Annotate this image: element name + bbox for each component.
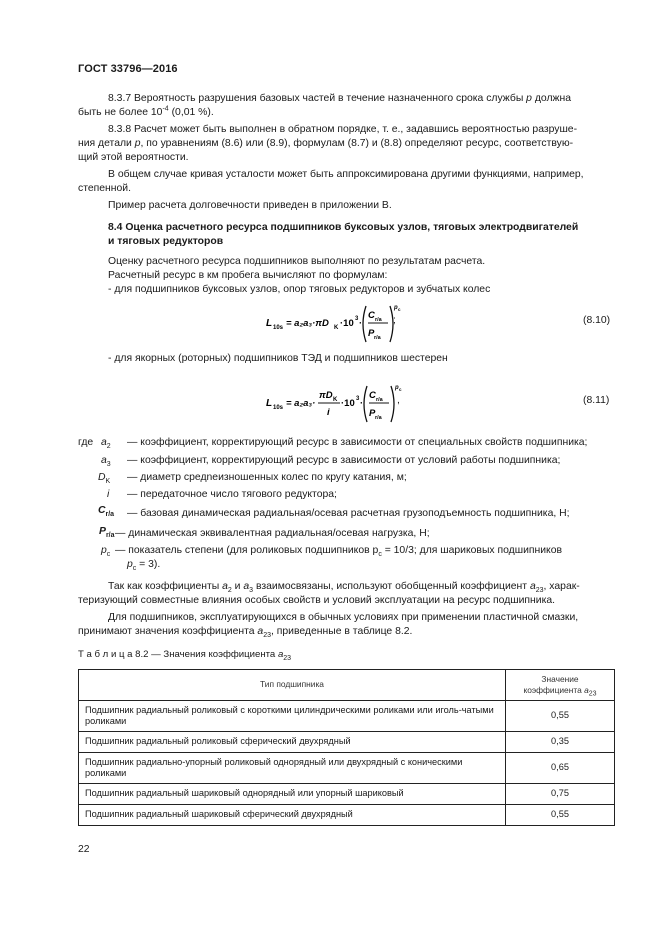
- table-row: [79, 701, 615, 732]
- coefficient-table: [78, 669, 615, 826]
- svg-text:10s: 10s: [273, 405, 284, 411]
- table-cell-value: 0,55: [506, 805, 615, 826]
- paragraph-8-3-7: 8.3.7 Вероятность разрушения базовых частей в течение назначенного срока службы p должна: [108, 93, 571, 104]
- column-header-value: Значение коэффициента $a_{23}$: [506, 670, 615, 701]
- section-intro-1: Оценку расчетного ресурса подшипников выполняют по результатам расчета.: [108, 256, 486, 267]
- svg-text:L: L: [266, 318, 273, 329]
- table-row: [79, 784, 615, 805]
- table-cell-value: 0,65: [506, 753, 615, 784]
- paragraph-general-line2: степенной.: [78, 183, 131, 194]
- svg-text:·10: ·10: [340, 318, 354, 329]
- svg-text:·: ·: [360, 398, 364, 409]
- table-cell-type: Подшипник радиальный роликовый с короткими цилиндрическими роликами или иголь-чатыми роликами: [79, 701, 506, 732]
- table-cell-type: Подшипник радиальный шариковый сферический двухрядный: [79, 805, 506, 826]
- formula-8-10-graphic: [266, 302, 406, 346]
- def-symbol-p: $P_{r/a}$: [99, 526, 115, 540]
- svg-text:c: c: [399, 387, 402, 392]
- document-header: ГОСТ 33796—2016: [78, 63, 178, 75]
- svg-text:r/a: r/a: [374, 335, 381, 341]
- def-text-i: — передаточное число тягового редуктора;: [127, 489, 337, 500]
- svg-text:K: K: [334, 325, 339, 331]
- paragraph-a23-line2: теризующий совместные влияния особых свойств и условий эксплуатации на ресурс подшипника.: [78, 595, 556, 606]
- paragraph-8-3-7-line2: быть не более $10^{-4}$ (0,01 %).: [78, 105, 214, 118]
- section-heading-line2: и тяговых редукторов: [108, 236, 224, 247]
- paragraph-general: В общем случае кривая усталости может быть аппроксимирована другими функциями, например,: [108, 169, 584, 180]
- column-header-type: Тип подшипника: [79, 670, 506, 701]
- svg-text:3: 3: [356, 396, 360, 402]
- paragraph-8-3-8-line3: щий этой вероятности.: [78, 152, 189, 163]
- formula-8-11-comma: ,: [397, 395, 400, 406]
- svg-text:L: L: [266, 398, 273, 409]
- table-caption: Т а б л и ц а 8.2 — Значения коэффициента $a_{23}$: [78, 649, 292, 662]
- paragraph-8-3-8-line2: ния детали p, по уравнениям (8.6) или (8.9), формулам (8.7) и (8.8) определяют ресурс, соответствую-: [78, 138, 574, 149]
- svg-text:πD: πD: [319, 390, 333, 401]
- paragraph-example: Пример расчета долговечности приведен в приложении В.: [108, 200, 392, 211]
- table-cell-value: 0,35: [506, 732, 615, 753]
- svg-text:c: c: [398, 307, 401, 312]
- table-row: [79, 805, 615, 826]
- svg-text:3: 3: [355, 316, 359, 322]
- def-text-a2: — коэффициент, корректирующий ресурс в зависимости от специальных свойств подшипника;: [127, 437, 588, 448]
- formula-8-10-number: (8.10): [583, 315, 611, 326]
- svg-text:C: C: [369, 390, 376, 401]
- svg-text:r/a: r/a: [375, 415, 382, 421]
- def-symbol-pc: $p_c$: [101, 545, 111, 559]
- table-cell-type: Подшипник радиально-упорный роликовый однорядный или двухрядный с коническими роликами: [79, 753, 506, 784]
- def-text-c: — базовая динамическая радиальная/осевая расчетная грузоподъемность подшипника, Н;: [127, 508, 570, 519]
- table-row: [79, 753, 615, 784]
- table-cell-value: 0,55: [506, 701, 615, 732]
- svg-text:= a₂a₃·: = a₂a₃·: [286, 398, 316, 409]
- page-number: 22: [78, 844, 90, 855]
- table-cell-type: Подшипник радиальный шариковый однорядный или упорный шариковый: [79, 784, 506, 805]
- svg-text:·: ·: [359, 318, 363, 329]
- table-row: [79, 732, 615, 753]
- formula-8-10-semicolon: ;: [393, 315, 396, 326]
- formula-8-11: [266, 382, 406, 429]
- def-symbol-dk: $D_K$: [98, 472, 111, 486]
- def-symbol-a3: $a_3$: [101, 455, 111, 469]
- list-item-axlebox: - для подшипников буксовых узлов, опор тяговых редукторов и зубчатых колес: [108, 284, 491, 295]
- table-cell-value: 0,75: [506, 784, 615, 805]
- svg-text:p: p: [395, 385, 399, 391]
- formula-8-11-graphic: [266, 382, 406, 426]
- svg-text:i: i: [327, 407, 330, 418]
- paragraph-8-3-8: 8.3.8 Расчет может быть выполнен в обратном порядке, т. е., задавшись вероятностью разруше-: [108, 124, 578, 135]
- table-header-row: [79, 670, 615, 701]
- def-symbol-i: i: [107, 489, 110, 500]
- paragraph-grease: Для подшипников, эксплуатирующихся в обычных условиях при применении пластичной смазки,: [108, 612, 579, 623]
- svg-text:P: P: [369, 408, 376, 419]
- svg-text:C: C: [368, 310, 375, 321]
- section-intro-2: Расчетный ресурс в км пробега вычисляют по формулам:: [108, 270, 388, 281]
- def-text-pc-line2: $p_c = 3$).: [127, 559, 161, 573]
- svg-text:r/a: r/a: [376, 397, 383, 403]
- formula-8-11-number: (8.11): [583, 395, 610, 406]
- svg-text:K: K: [333, 397, 338, 403]
- svg-text:r/a: r/a: [375, 317, 382, 323]
- section-heading: 8.4 Оценка расчетного ресурса подшипников буксовых узлов, тяговых электродвигателей: [108, 222, 579, 233]
- svg-text:= a₂a₃·πD: = a₂a₃·πD: [286, 318, 329, 329]
- definitions-where: где: [78, 437, 94, 448]
- paragraph-a23: Так как коэффициенты $a_2$ и $a_3$ взаимосвязаны, используют обобщенный коэффициент $a_{23}$, харак-: [108, 581, 580, 595]
- formula-8-10: [266, 302, 406, 349]
- def-text-p: — динамическая эквивалентная радиальная/осевая нагрузка, Н;: [115, 528, 430, 539]
- def-symbol-c: $C_{r/a}$: [98, 505, 115, 519]
- svg-text:10s: 10s: [273, 325, 284, 331]
- paragraph-grease-line2: принимают значения коэффициента $a_{23}$, приведенные в таблице 8.2.: [78, 626, 413, 640]
- svg-text:p: p: [394, 305, 398, 311]
- list-item-armature: - для якорных (роторных) подшипников ТЭД и подшипников шестерен: [108, 353, 448, 364]
- def-text-a3: — коэффициент, корректирующий ресурс в зависимости от условий работы подшипника;: [127, 455, 561, 466]
- def-text-pc: — показатель степени (для роликовых подшипников $p_c = 10/3$; для шариковых подшипников: [115, 545, 563, 559]
- table-cell-type: Подшипник радиальный роликовый сферический двухрядный: [79, 732, 506, 753]
- svg-text:·10: ·10: [341, 398, 355, 409]
- def-text-dk: — диаметр средneизношенных колес по кругу катания, м;: [127, 472, 407, 483]
- svg-text:P: P: [368, 328, 375, 339]
- def-symbol-a2: $a_2$: [101, 437, 111, 451]
